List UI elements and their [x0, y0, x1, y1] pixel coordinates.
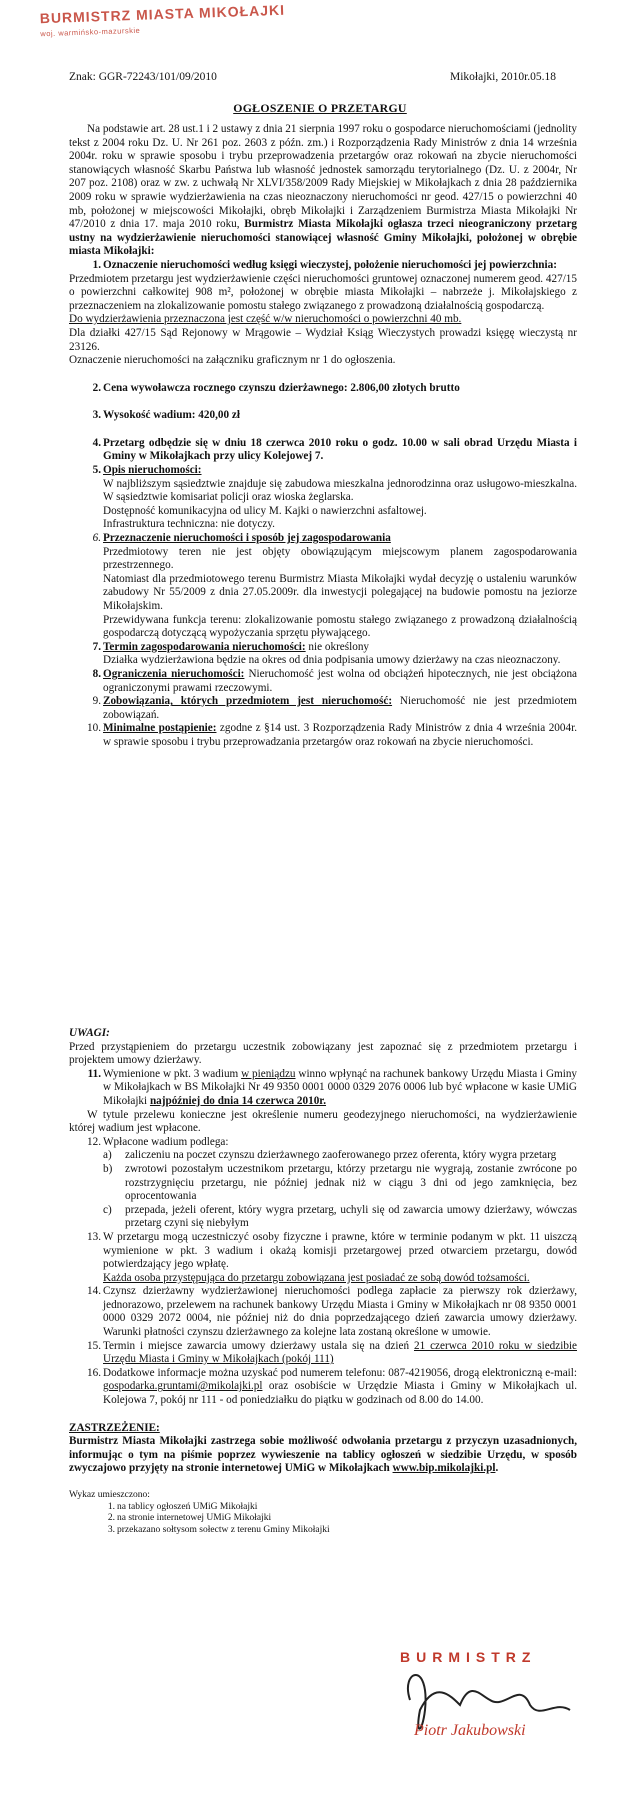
document-title: OGŁOSZENIE O PRZETARGU — [233, 101, 407, 115]
item-tail: Nieruchomość jest wolna od obciążeń hipotecznych, nie jest obciążona ograniczonymi prawami rzeczowymi. — [103, 667, 577, 694]
item-heading: Oznaczenie nieruchomości według księgi wieczystej, położenie nieruchomości jej powierzchnia: — [103, 258, 557, 271]
list-item: 13. W przetargu mogą uczestniczyć osoby fizyczne i prawne, które w terminie podanym w pkt. 11 uiszczą wymienione w pkt. 3 wadium i okażą komisji przetargowej przed otwarciem przetargu, dowód potwierdzający jego wpłatę. Każda osoba przystępująca do przetargu zobowiązana jest posiadać ze sobą dowód tożsamości. — [87, 1230, 577, 1284]
notes-intro: Przed przystąpieniem do przetargu uczestnik zobowiązany jest zapoznać się z przedmiotem przetargu i projektem umowy dzierżawy. — [69, 1040, 577, 1067]
terms-list — [81, 259, 577, 273]
email-link[interactable]: gospodarka.gruntami@mikolajki.pl — [103, 1380, 263, 1393]
signature-stamp: BURMISTRZ — [400, 1649, 537, 1665]
list-item — [81, 668, 577, 695]
list-item — [81, 437, 577, 464]
list-item — [81, 382, 577, 396]
item-text: Dodatkowe informacje można uzyskać pod numerem telefonu: 087-4219056, drogą elektroniczną e-mail: — [103, 1366, 577, 1379]
official-stamp — [39, 1, 286, 41]
item-number: 1. — [92, 258, 101, 271]
sub-item-text: przepada, jeżeli oferent, który wygra przetarg, uchyli się od zawarcia umowy dzierżawy, wówczas przetarg czyni się niebyłym — [125, 1203, 577, 1230]
list-item: 3. przekazano sołtysom sołectw z terenu Gminy Mikołajki — [107, 1524, 330, 1535]
item-1-text: Przedmiotem przetargu jest wydzierżawienie części nieruchomości gruntowej oznaczonej numerem geod. 427/15 o powierzchni całkowitej 908 m², położonej w obrębie miasta Mikołajki – nabrzeże j. Mikołajskiego z przeznaczeniem na zlokalizowanie pomostu stałego związanego z prowadzoną działalnością gospodarczą. — [69, 272, 577, 312]
item-heading: Cena wywoławcza rocznego czynszu dzierżawnego: 2.806,00 złotych brutto — [103, 381, 460, 394]
sub-item-text: zaliczeniu na poczet czynszu dzierżawnego zaoferowanego przez oferenta, który wygra przetarg — [125, 1149, 557, 1162]
item-number: 2. — [92, 381, 101, 394]
list-item: 11. Wymienione w pkt. 3 wadium w pieniądzu winno wpłynąć na rachunek bankowy Urzędu Miasta i Gminy w Mikołajkach w BS Mikołajki Nr 49 9350 0001 0000 0329 2076 0006 lub być wpłacone w kasie UMiG Mikołajki najpóźniej do dnia 14 czerwca 2010r. — [87, 1067, 578, 1107]
item-heading: Termin zagospodarowania nieruchomości: — [103, 640, 306, 653]
item-text: Wymienione w pkt. 3 wadium — [103, 1067, 239, 1080]
item-1-attachment: Oznaczenie nieruchomości na załączniku graficznym nr 1 do ogłoszenia. — [69, 354, 396, 367]
item-number: 5. — [92, 464, 101, 477]
signature-block — [380, 1640, 590, 1760]
item-heading: Wysokość wadium: 420,00 zł — [103, 409, 240, 422]
sub-item: c) przepada, jeżeli oferent, który wygra przetarg, uchyli się od zawarcia umowy dzierżawy, wówczas przetarg czyni się niebyłym — [103, 1203, 577, 1230]
item-heading: Zobowiązania, których przedmiotem jest nieruchomość: — [103, 695, 393, 708]
list-item: 2. na stronie internetowej UMiG Mikołajki — [107, 1513, 272, 1523]
list-item: 15. Termin i miejsce zawarcia umowy dzierżawy ustala się na dzień 21 czerwca 2010 roku w siedzibie Urzędu Miasta i Gminy w Mikołajkach (pokój 111) — [87, 1339, 578, 1366]
distribution-item: przekazano sołtysom sołectw z terenu Gminy Mikołajki — [117, 1524, 330, 1535]
deadline: najpóźniej do dnia 14 czerwca 2010r. — [149, 1094, 327, 1107]
item-text-underlined: w pieniądzu — [241, 1067, 296, 1080]
item-number: 8. — [92, 667, 101, 680]
intro-text: Na podstawie art. 28 ust.1 i 2 ustawy z dnia 21 sierpnia 1997 roku o gospodarce nieruchomościami (jednolity tekst z 2004 roku Dz. U. Nr 261 poz. 2603 z późn. zm.) i Rozporządzenia Rady Ministrów z dnia 14 września 2004r. roku w sprawie sposobu i trybu przeprowadzenia przetargów oraz rokowań na zbycie nieruchomości stanowiących własność Skarbu Państwa lub własność jednostek samorządu terytorialnego (Dz. U. z 2004r, Nr 207 poz. 2108) oraz w zw. z uchwałą Nr XLVI/358/2009 Rady Miejskiej w Mikołajkach z dnia 28 października 2009 roku w sprawie wydzierżawienia na czas nieoznaczony nieruchomości nr geod. 427/15 o powierzchni 40 mb, położonej w miejscowości Mikołajki, obręb Mikołajki i Zarządzeniem Burmistrza Miasta Mikołajki Nr 47/2010 z dnia 17. maja 2010 roku, — [69, 123, 577, 231]
item-1-body — [69, 273, 577, 368]
item-text: Termin i miejsce zawarcia umowy dzierżawy ustala się na dzień — [103, 1339, 410, 1352]
item-text: Infrastruktura techniczna: nie dotyczy. — [103, 518, 275, 531]
distribution-item: na stronie internetowej UMiG Mikołajki — [117, 1513, 272, 1523]
item-text: W najbliższym sąsiedztwie znajduje się zabudowa mieszkalna jednorodzinna oraz usługowo-mieszkalna. W sąsiedztwie komisariat policji oraz wioska żeglarska. — [103, 477, 577, 504]
item-number: 4. — [92, 436, 101, 449]
item-tail: nie określony — [305, 640, 370, 653]
distribution-item: na tablicy ogłoszeń UMiG Mikołajki — [117, 1501, 258, 1512]
item-heading: Przeznaczenie nieruchomości i sposób jej zagospodarowania — [103, 532, 391, 545]
list-item — [81, 259, 577, 273]
signature-name: Piotr Jakubowski — [414, 1722, 526, 1739]
item-text: oraz osobiście w Urzędzie Miasta i Gminy w Mikołajkach ul. Kolejowa 7, pokój nr 111 - od poniedziałku do piątku w godzinach od 8.00 do 14.00. — [103, 1380, 578, 1407]
item-number: 10. — [87, 722, 101, 735]
item-text: Przewidywana funkcja terenu: zlokalizowanie pomostu stałego związanego z prowadzoną działalnością gospodarczą dotyczącą wypożyczania sprzętu pływającego. — [103, 613, 577, 640]
item-text: Natomiast dla przedmiotowego terenu Burmistrz Miasta Mikołajki wydał decyzję o ustaleniu warunków zabudowy Nr 55/2009 z dnia 27.05.2009r. dla inwestycji polegającej na budowie pomostu na jeziorze Mikołajskim. — [103, 572, 577, 612]
announcement-body — [69, 123, 577, 750]
item-number: 6. — [92, 532, 101, 545]
item-heading: Minimalne postąpienie: — [103, 722, 217, 735]
item-heading: Przetarg odbędzie się w dniu 18 czerwca 2010 roku o godz. 10.00 w sali obrad Urzędu Miasta i Gminy w Mikołajkach przy ulicy Kolejowej 7. — [103, 436, 577, 463]
list-item: 14. Czynsz dzierżawny wydzierżawionej nieruchomości podlega zapłacie za pierwszy rok dzierżawy, jednorazowo, przelewem na rachunek bankowy Urzędu Miasta i Gminy w Mikołajkach nr 08 9350 0001 0000 0329 2072 0004, nie później niż do dnia poprzedzającego dzień zawarcia umowy dzierżawy. Warunki płatności czynszu dzierżawnego za kolejne lata zostaną określone w umowie. — [87, 1285, 577, 1339]
notes-section — [69, 1027, 577, 1536]
item-text: Działka wydzierżawiona będzie na okres od dnia podpisania umowy dzierżawy na czas nieoznaczony. — [103, 654, 561, 667]
list-item — [81, 641, 577, 668]
document-date: Mikołajki, 2010r.05.18 — [450, 71, 557, 83]
item-text: Dostępność komunikacyjna od ulicy M. Kajki o nawierzchni asfaltowej. — [103, 504, 427, 517]
distribution-list — [69, 1490, 577, 1536]
item-tail: zgodne z §14 ust. 3 Rozporządzenia Rady Ministrów z dnia 4 września 2004r. w sprawie sposobu i trybu przeprowadzania przetargów oraz rokowań na zbycie nieruchomości. — [103, 722, 577, 748]
list-item — [81, 695, 577, 722]
deposit-sublist — [69, 1149, 577, 1231]
item-text: winno wpłynąć na rachunek bankowy Urzędu Miasta i Gminy w Mikołajkach w BS Mikołajki Nr 49 9350 0001 0000 0329 2076 0006 lub być wpłacone w kasie UMiG Mikołajki — [103, 1067, 578, 1107]
reservation-body: Burmistrz Miasta Mikołajki zastrzega sobie możliwość odwołania przetargu z przyczyn uzasadnionych, informując o tym na piśmie poprzez wywieszenie na tablicy ogłoszeń w siedzibie Urzędu, w sposób zwyczajowo przyjęty na stronie internetowej UMiG w Mikołajkach — [69, 1435, 577, 1475]
distribution-label: Wykaz umieszczono: — [69, 1490, 150, 1500]
list-item — [81, 409, 577, 423]
reservation-text: Burmistrz Miasta Mikołajki zastrzega sobie możliwość odwołania przetargu z przyczyn uzasadnionych, informując o tym na piśmie poprzez wywieszenie na tablicy ogłoszeń w siedzibie Urzędu, w sposób zwyczajowo przyjęty na stronie internetowej UMiG w Mikołajkach www.bip.mikolajki.pl. — [69, 1435, 577, 1475]
item-tail: Nieruchomość nie jest przedmiotem zobowiązań. — [103, 695, 577, 721]
transfer-note: W tytule przelewu konieczne jest określenie numeru geodezyjnego nieruchomości, na wydzierżawienie której wadium jest wpłacone. — [69, 1108, 577, 1135]
item-text: W przetargu mogą uczestniczyć osoby fizyczne i prawne, które w terminie podanym w pkt. 11 uiszczą wymienione w pkt. 3 wadium i okażą komisji przetargowej przed otwarciem przetargu, dowód potwierdzający jego wpłatę. — [103, 1230, 577, 1271]
list-item: 1. na tablicy ogłoszeń UMiG Mikołajki — [107, 1501, 258, 1512]
list-item — [81, 464, 577, 532]
sub-item: b) zwrotowi pozostałym uczestnikom przetargu, którzy przetargu nie wygrają, zostanie zwrócone po rozstrzygnięciu przetargu, nie później jednak niż w ciągu 3 dni od jego zamknięcia, bez oprocentowania — [103, 1162, 577, 1203]
contract-date: 21 czerwca 2010 roku w siedzibie Urzędu Miasta i Gminy w Mikołajkach (pokój 111) — [103, 1339, 578, 1366]
item-number: 9. — [92, 695, 101, 708]
stamp-line2: woj. warmińsko-mazurskie — [40, 25, 141, 38]
sub-item: a) zaliczeniu na poczet czynszu dzierżawnego zaoferowanego przez oferenta, który wygra przetarg — [103, 1149, 557, 1162]
intro-paragraph — [69, 123, 577, 259]
list-item: 16. Dodatkowe informacje można uzyskać pod numerem telefonu: 087-4219056, drogą elektroniczną e-mail: gospodarka.gruntami@mikolajki.pl oraz osobiście w Urzędzie Miasta i Gminy w Mikołajkach ul. Kolejowa 7, pokój nr 111 - od poniedziałku do piątku w godzinach od 8.00 do 14.00. — [87, 1366, 578, 1407]
item-text: Wpłacone wadium podlega: — [103, 1135, 229, 1148]
item-heading: Opis nieruchomości: — [103, 464, 202, 477]
item-text: Czynsz dzierżawny wydzierżawionej nieruchomości podlega zapłacie za pierwszy rok dzierżawy, jednorazowo, przelewem na rachunek bankowy Urzędu Miasta i Gminy w Mikołajkach nr 08 9350 0001 0000 0329 2072 0004, nie później niż do dnia poprzedzającego dzień zawarcia umowy dzierżawy. Warunki płatności czynszu dzierżawnego za kolejne lata zostaną określone w umowie. — [103, 1285, 577, 1339]
list-item — [81, 722, 577, 749]
reservation-label: ZASTRZEŻENIE: — [69, 1421, 160, 1434]
signature-icon — [380, 1640, 590, 1760]
item-1-registry: Dla działki 427/15 Sąd Rejonowy w Mrągowie – Wydział Ksiąg Wieczystych prowadzi księgę wieczystą nr 23126. — [69, 326, 577, 353]
identity-note: Każda osoba przystępująca do przetargu zobowiązana jest posiadać ze sobą dowód tożsamości. — [103, 1271, 530, 1284]
terms-list-2 — [81, 382, 577, 750]
sub-item-text: zwrotowi pozostałym uczestnikom przetargu, którzy przetargu nie wygrają, zostanie zwrócone po rozstrzygnięciu przetargu, nie później jednak niż w ciągu 3 dni od jego zamknięcia, bez oprocentowania — [125, 1162, 577, 1203]
stamp-line1: BURMISTRZ MIASTA MIKOŁAJKI — [39, 1, 286, 27]
list-item — [81, 532, 577, 641]
item-heading: Ograniczenia nieruchomości: — [103, 667, 245, 680]
intro-bold-text: Burmistrz Miasta Mikołajki ogłasza trzeci nieograniczony przetarg ustny na wydzierżawienie nieruchomości stanowiącej własność Gminy Mikołajki, położonej w obrębie miasta Mikołajki: — [69, 218, 578, 258]
list-item: 12. Wpłacone wadium podlega: — [87, 1135, 229, 1148]
item-number: 7. — [92, 640, 101, 653]
notes-label: UWAGI: — [69, 1027, 110, 1039]
bip-link[interactable]: www.bip.mikolajki.pl — [392, 1462, 496, 1475]
item-text: Przedmiotowy teren nie jest objęty obowiązującym miejscowym planem zagospodarowania przestrzennego. — [103, 545, 577, 572]
item-1-area: Do wydzierżawienia przeznaczona jest część w/w nieruchomości o powierzchni 40 mb. — [69, 313, 462, 326]
item-number: 3. — [92, 409, 101, 422]
reference-number: Znak: GGR-72243/101/09/2010 — [69, 71, 217, 83]
